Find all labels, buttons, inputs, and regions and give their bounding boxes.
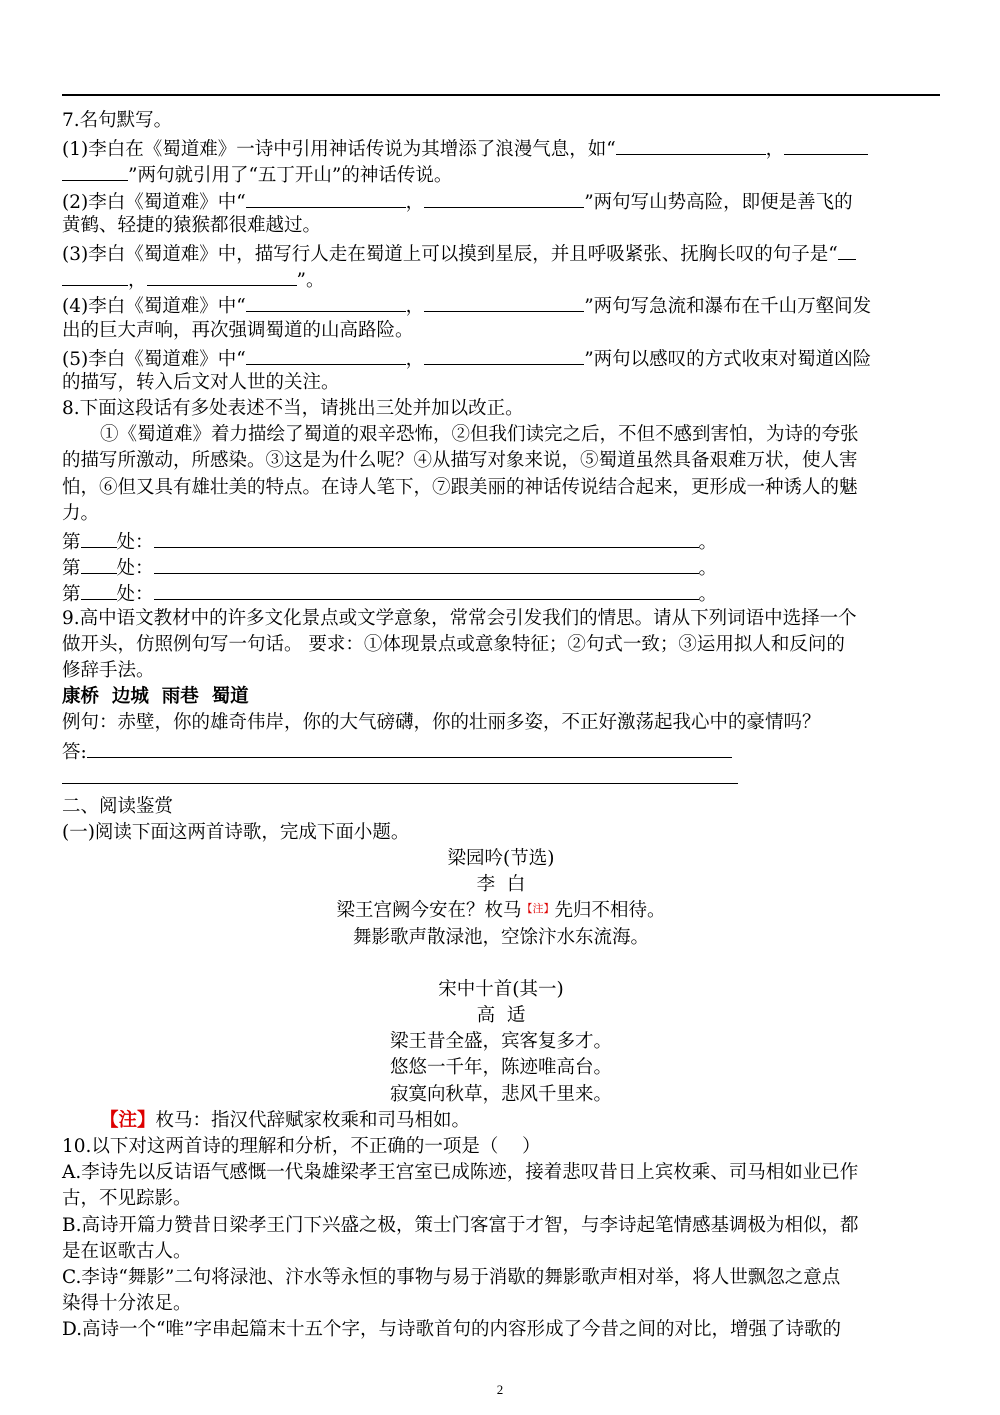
answer-blank[interactable] [616, 134, 766, 155]
q10-option-b-line1: B.高诗开篇力赞昔日梁孝王门下兴盛之极，策士门客富于才智，与李诗起笔情感基调极为相似，都 [62, 1214, 859, 1236]
q9-answer-line2[interactable] [62, 763, 738, 784]
answer-blank[interactable] [81, 527, 117, 548]
q9-line1: 9.高中语文教材中的许多文化景点或文学意象，常常会引发我们的情思。请从下列词语中选择一个 [62, 607, 857, 629]
page-content [62, 108, 940, 1343]
q7-item3-line2: ， ”。 [62, 265, 940, 291]
section2-subtitle: (一)阅读下面这两首诗歌，完成下面小题。 [62, 821, 410, 843]
poem2-line2: 悠悠一千年，陈迹唯高台。 [389, 1057, 612, 1079]
q8-answer-row: 第 处： 。 [62, 553, 940, 579]
note-marker: 【注】 [521, 902, 555, 916]
answer-blank[interactable] [246, 344, 406, 365]
q8-title: 8.下面这段话有多处表述不当，请挑出三处并加以改正。 [62, 398, 524, 420]
q7-item4-line1: (4)李白《蜀道难》中“ ， ”两句写急流和瀑布在千山万壑间发 [62, 291, 940, 317]
answer-blank[interactable] [62, 160, 128, 181]
q10-option-d-line1: D.高诗一个“唯”字串起篇末十五个字，与诗歌首句的内容形成了今昔之间的对比，增强了诗歌的 [62, 1319, 841, 1341]
q7-title: 7.名句默写。 [62, 110, 173, 131]
q7-item4-line2: 出的巨大声响，再次强调蜀道的山高路险。 [62, 319, 414, 341]
q7-item1-line1: (1)李白在《蜀道难》一诗中引用神话传说为其增添了浪漫气息，如“ ， [62, 134, 940, 160]
answer-blank[interactable] [784, 134, 868, 155]
q8-paragraph-line1: ①《蜀道难》着力描绘了蜀道的艰辛恐怖，②但我们读完之后，不但不感到害怕，为诗的夸张 [100, 424, 859, 446]
answer-blank[interactable] [87, 737, 732, 758]
q10-option-a-line1: A.李诗先以反诘语气感慨一代枭雄梁孝王宫室已成陈迹，接着悲叹昔日上宾枚乘、司马相如业已作 [62, 1162, 859, 1184]
q9-answer-row: 答: [62, 737, 940, 763]
answer-blank[interactable] [147, 265, 297, 286]
q7-item3-line1: (3)李白《蜀道难》中，描写行人走在蜀道上可以摸到星辰，并且呼吸紧张、抚胸长叹的句子是“ [62, 239, 940, 265]
q10-option-c-line2: 染得十分浓足。 [62, 1293, 192, 1315]
q9-example: 例句：赤壁，你的雄奇伟岸，你的大气磅礴，你的壮丽多姿，不正好激荡起我心中的豪情吗？ [62, 712, 821, 734]
q8-paragraph-line2: 的描写所激动，所感染。③这是为什么呢？④从描写对象来说，⑤蜀道虽然具备艰难万状，使人害 [62, 450, 858, 472]
q9-line3: 修辞手法。 [62, 659, 155, 681]
header-rule [62, 94, 940, 96]
answer-blank[interactable] [81, 553, 117, 574]
q9-line2: 做开头，仿照例句写一句话。 要求：①体现景点或意象特征；②句式一致；③运用拟人和反问的 [62, 633, 845, 655]
q7-item2-line2: 黄鹤、轻捷的猿猴都很难越过。 [62, 214, 322, 236]
poem1-author: 李 白 [476, 874, 526, 896]
footnote: 【注】枚马：指汉代辞赋家枚乘和司马相如。 [100, 1109, 471, 1131]
poem2-title: 宋中十首(其一) [438, 978, 564, 1000]
poem1-line1: 梁王宫阙今安在？枚马$^{【注】}$先归不相待。 [336, 900, 666, 922]
q8-answer-row: 第 处： 。 [62, 579, 940, 605]
poem2-line1: 梁王昔全盛，宾客复多才。 [389, 1031, 612, 1053]
q8-answer-row: 第 处： 。 [62, 527, 940, 553]
answer-blank[interactable] [246, 187, 406, 208]
answer-blank[interactable] [62, 265, 128, 286]
poem2-author: 高 适 [476, 1005, 526, 1026]
answer-blank[interactable] [424, 291, 584, 312]
q8-paragraph-line4: 力。 [62, 502, 100, 524]
q7-item5-line2: 的描写，转入后文对人世的关注。 [62, 371, 340, 393]
poem2-line3: 寂寞向秋草，悲风千里来。 [389, 1083, 612, 1105]
q9-word-options: 康桥 边城 雨巷 蜀道 [62, 686, 249, 708]
answer-blank[interactable] [838, 239, 856, 260]
answer-blank[interactable] [81, 579, 117, 600]
page-number: 2 [496, 1382, 504, 1397]
q10-option-b-line2: 是在讴歌古人。 [62, 1240, 192, 1262]
answer-blank[interactable] [154, 553, 699, 574]
answer-blank[interactable] [424, 344, 584, 365]
q7-item1-line2: ”两句就引用了“五丁开山”的神话传说。 [62, 160, 940, 186]
q7-item5-line1: (5)李白《蜀道难》中“ ， ”两句以感叹的方式收束对蜀道凶险 [62, 344, 940, 370]
answer-blank[interactable] [154, 527, 699, 548]
document-page [62, 0, 940, 1415]
note-label: 【注】 [100, 1109, 156, 1131]
q7-item2-line1: (2)李白《蜀道难》中“ ， ”两句写山势高险，即便是善飞的 [62, 187, 940, 213]
q8-paragraph-line3: 怕，⑥但又具有雄壮美的特点。在诗人笔下，⑦跟美丽的神话传说结合起来，更形成一种诱人的魅 [62, 476, 858, 498]
answer-blank[interactable] [424, 187, 584, 208]
q10-option-c-line1: C.李诗“舞影”二句将渌池、汴水等永恒的事物与易于消歇的舞影歌声相对举，将人世飘忽之意点 [62, 1266, 841, 1288]
answer-blank[interactable] [246, 291, 406, 312]
section2-title: 二、阅读鉴赏 [62, 795, 174, 817]
poem1-title: 梁园吟(节选) [447, 848, 555, 870]
q10-option-a-line2: 古，不见踪影。 [62, 1188, 192, 1210]
q10-title: 10.以下对这两首诗的理解和分析，不正确的一项是（ ） [62, 1135, 541, 1157]
answer-blank[interactable] [154, 579, 699, 600]
poem1-line2: 舞影歌声散渌池，空馀汴水东流海。 [352, 926, 649, 948]
